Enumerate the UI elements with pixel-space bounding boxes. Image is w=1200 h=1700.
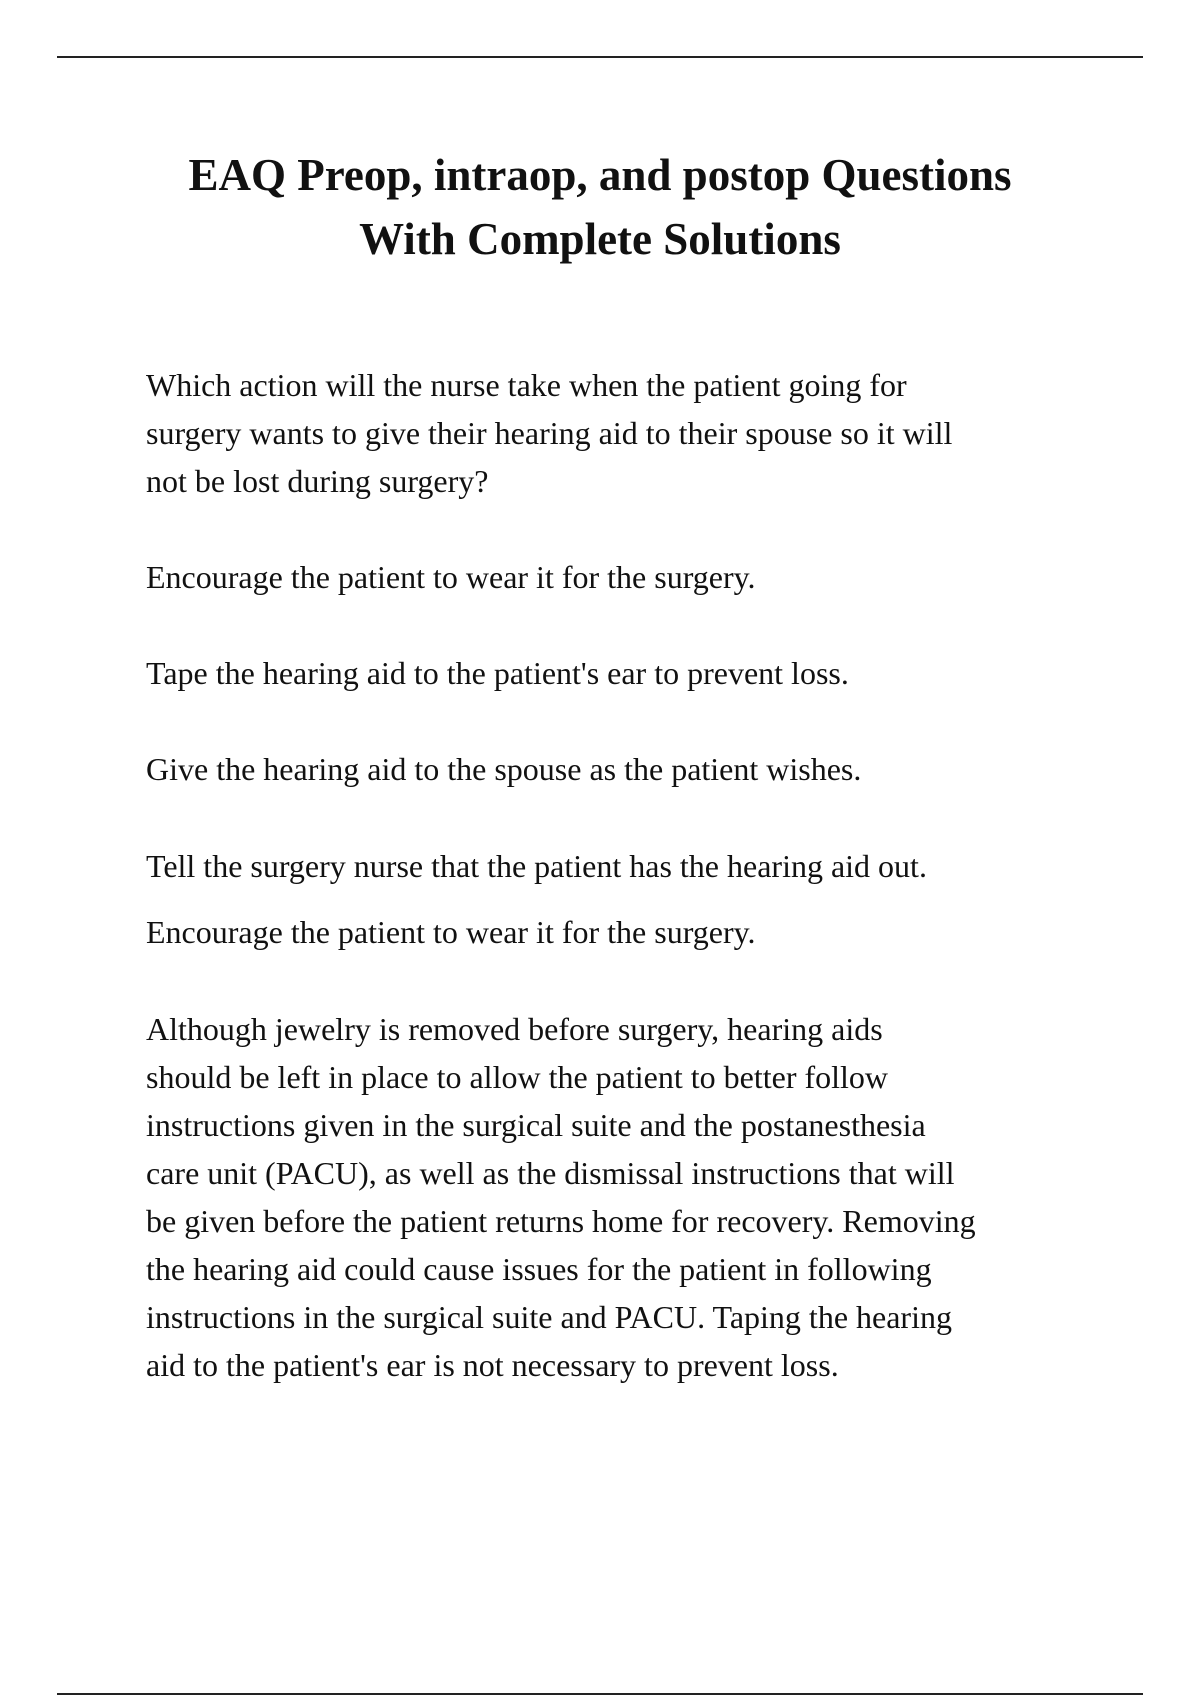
question-line: not be lost during surgery?	[146, 463, 489, 499]
answer-choice-2	[146, 649, 1146, 697]
top-divider	[57, 56, 1143, 58]
question-line: surgery wants to give their hearing aid to their spouse so it will	[146, 415, 953, 451]
rationale-line: instructions in the surgical suite and PACU. Taping the hearing	[146, 1299, 952, 1335]
choice-text: Tell the surgery nurse that the patient has the hearing aid out.	[146, 848, 927, 884]
rationale	[146, 1005, 1146, 1389]
rationale-line: the hearing aid could cause issues for the patient in following	[146, 1251, 932, 1287]
document-title	[100, 143, 1100, 271]
rationale-line: care unit (PACU), as well as the dismissal instructions that will	[146, 1155, 955, 1191]
answer-choice-3	[146, 745, 1146, 793]
rationale-line: instructions given in the surgical suite and the postanesthesia	[146, 1107, 926, 1143]
answer-choice-4	[146, 842, 1146, 890]
rationale-line: should be left in place to allow the patient to better follow	[146, 1059, 889, 1095]
question-line: Which action will the nurse take when the patient going for	[146, 367, 907, 403]
choice-text: Give the hearing aid to the spouse as the patient wishes.	[146, 751, 862, 787]
rationale-line: Although jewelry is removed before surgery, hearing aids	[146, 1011, 883, 1047]
rationale-line: aid to the patient's ear is not necessary to prevent loss.	[146, 1347, 839, 1383]
title-line: With Complete Solutions	[359, 214, 841, 264]
title-line: EAQ Preop, intraop, and postop Questions	[188, 150, 1012, 200]
choice-text: Encourage the patient to wear it for the surgery.	[146, 559, 756, 595]
correct-answer	[146, 908, 1146, 956]
rationale-line: be given before the patient returns home for recovery. Removing	[146, 1203, 976, 1239]
choice-text: Tape the hearing aid to the patient's ear to prevent loss.	[146, 655, 849, 691]
bottom-divider	[57, 1693, 1143, 1695]
question	[146, 361, 1146, 505]
answer-choice-1	[146, 553, 1146, 601]
answer-text: Encourage the patient to wear it for the surgery.	[146, 914, 756, 950]
